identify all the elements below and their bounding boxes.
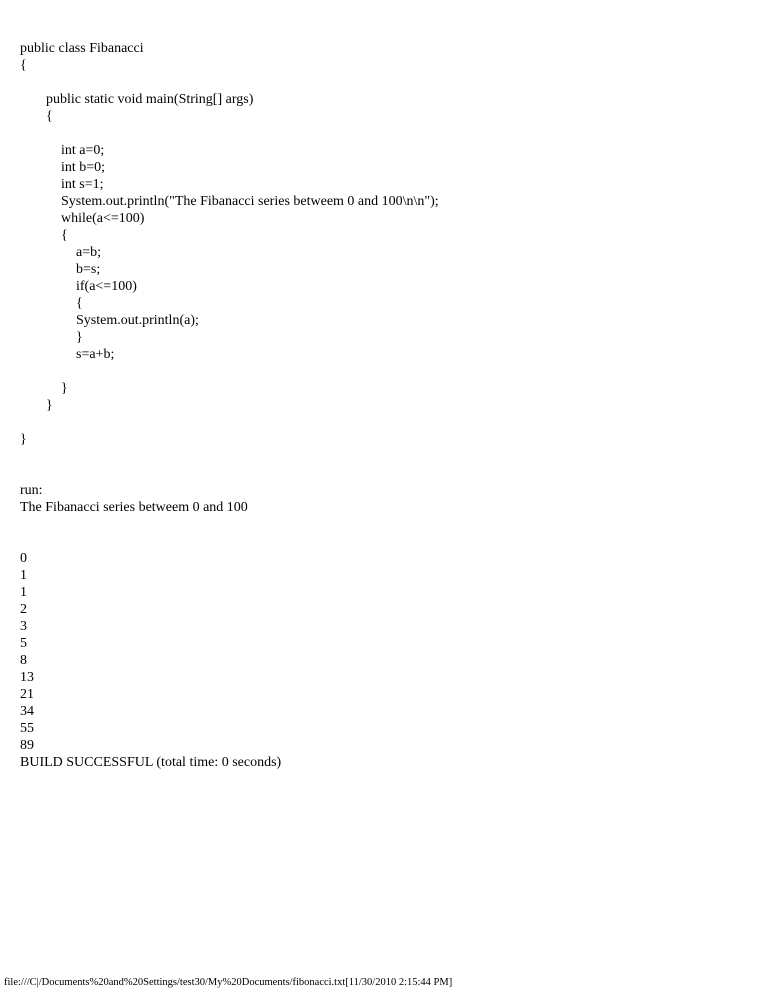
output-numbers-list [20,550,748,754]
blank-line [20,125,748,142]
output-number: 8 [20,653,27,668]
code-line: } [46,398,53,413]
output-number: 0 [20,551,27,566]
blank-line [20,533,748,550]
output-number: 2 [20,602,27,617]
code-line: public class Fibanacci [20,41,144,56]
code-line: b=s; [76,262,101,277]
blank-line [20,516,748,533]
code-line: { [46,109,53,124]
blank-line [20,448,748,465]
output-number: 34 [20,704,34,719]
blank-line [20,414,748,431]
blank-line [20,465,748,482]
document-body [20,40,748,771]
code-line: s=a+b; [76,347,115,362]
page-footer-path: file:///C|/Documents%20and%20Settings/test30/My%20Documents/fibonacci.txt[11/30/2010 2:15:44 PM] [4,977,453,988]
source-code-block [20,40,748,448]
build-status: BUILD SUCCESSFUL (total time: 0 seconds) [20,755,282,770]
blank-line [20,74,748,91]
code-line: { [76,296,83,311]
code-line: int a=0; [61,143,105,158]
blank-line [20,363,748,380]
output-number: 21 [20,687,34,702]
code-line: } [61,381,68,396]
code-line: { [20,58,27,73]
code-line: System.out.println("The Fibanacci series betweem 0 and 100\n\n"); [61,194,439,209]
run-label: run: [20,483,43,498]
code-line: if(a<=100) [76,279,137,294]
output-number: 55 [20,721,34,736]
code-line: } [20,432,27,447]
output-number: 1 [20,568,27,583]
code-line: { [61,228,68,243]
output-number: 1 [20,585,27,600]
code-line: System.out.println(a); [76,313,199,328]
code-line: while(a<=100) [61,211,145,226]
code-line: int b=0; [61,160,106,175]
run-output-block [20,482,748,771]
code-line: public static void main(String[] args) [46,92,254,107]
code-line: a=b; [76,245,101,260]
output-number: 3 [20,619,27,634]
output-number: 89 [20,738,34,753]
code-line: int s=1; [61,177,104,192]
output-number: 13 [20,670,34,685]
output-heading: The Fibanacci series betweem 0 and 100 [20,500,248,515]
output-number: 5 [20,636,27,651]
code-line: } [76,330,83,345]
